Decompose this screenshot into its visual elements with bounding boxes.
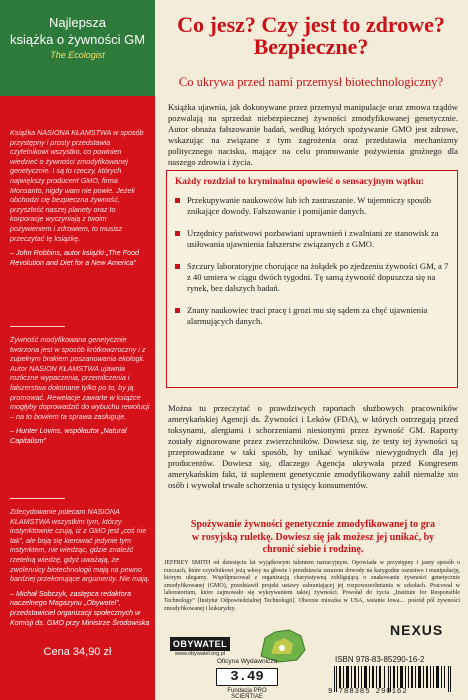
nexus-logo: NEXUS: [390, 622, 444, 638]
obywatel-url: www.obywatel.org.pl: [174, 651, 226, 657]
tagline-line1: Spożywanie żywności genetycznie zmodyfikowanej to gra: [190, 519, 436, 530]
award-line1: Najlepsza: [48, 15, 107, 30]
isbn-label: ISBN 978-83-85290-16-2: [335, 655, 425, 664]
chapters-box: [166, 170, 458, 388]
chapters-list: [175, 195, 453, 338]
quote-block-2: [10, 335, 150, 446]
price-code: 3.49: [216, 668, 278, 686]
quote-text: Zdecydowanie polecam NASIONA KŁAMSTWA wszystkim tym, którzy instynktownie czują, iż z GMO jest „coś nie tak”, ale boją się kierować jedynie tym instynktem, nie wiedząc, gdzie znaleźć rzetelną wiedzę, gdyż uważają, że zwolennicy biotechnologii mają na pewno bardziej przekonujące argumenty. Nie mają.: [10, 507, 150, 584]
headline-line1: Co jesz? Czy jest to zdrowe?: [177, 12, 445, 37]
intro-paragraph: Książka ujawnia, jak dokonywane przez przemysł manipulacje oraz zmowa rządów pozwalają na sprzedaż niebezpiecznej żywności zmodyfikowanej genetycznie. Autor obnaża fałszowanie badań, według których spożywanie GMO jest zdrowe, wskazując na związane z tym zagrożenia oraz przedstawia mechanizmy politycznego nacisku, mające na celu promowanie pożywienia groźnego dla naszego zdrowia i życia.: [168, 102, 458, 167]
quote-attribution: – Michał Sobczyk, zastępca redaktora naczelnego Magazynu „Obywatel”, przedstawiciel organizacji społecznych w Komisji ds. GMO przy Ministrze Środowiska: [10, 588, 150, 627]
divider: [10, 326, 65, 327]
obywatel-logo-text: OBYWATEL: [170, 637, 230, 651]
publisher-name: Oficyna Wydawnicza: [216, 658, 278, 665]
bullet-square-icon: [175, 308, 180, 313]
quote-text: Książka NASIONA KŁAMSTWA w sposób przystępny i prosty przedstawia czytelnikowi wszystko, co powinien wiedzieć o żywności zmodyfikowanej genetycznie. I są to rzeczy, których największy producent GMO, firma Monsanto, nigdy wam nie powie. Jeżeli obchodzi cię bezpieczna żywność, przyszłość naszej planety oraz to korporacje wyczyniają z twoim pożywieniem i zdrowiem, to musisz przeczytać tę książkę.: [10, 128, 144, 243]
quote-block-3: [10, 507, 150, 627]
barcode-digits: 9 788385 290162: [328, 688, 408, 696]
tagline-line2: w rosyjską ruletkę. Dowiesz się jak możesz jej unikać, by: [191, 531, 435, 543]
obywatel-logo: [170, 637, 230, 657]
bullet-square-icon: [175, 231, 180, 236]
award-header: [0, 0, 155, 96]
list-item: [175, 261, 453, 294]
tagline-line3: chronić siebie i rodzinę.: [262, 544, 364, 555]
list-item-text: Znany naukowiec traci pracę i grozi mu się sądem za chęć ujawnienia alarmujących danych.: [187, 305, 428, 326]
tagline: [168, 519, 458, 557]
price-label: Cena 34,90 zł: [43, 646, 112, 658]
chapters-box-title: Każdy rozdział to kryminalna opowieść o sensacyjnym wątku:: [175, 177, 425, 187]
bullet-square-icon: [175, 264, 180, 269]
body-paragraph: Można tu przeczytać o prawdziwych raportach służbowych pracowników amerykańskiej Agencji ds. Żywności i Leków (FDA), w których ostrzegają przed toksynami, alergiami i schorzeniami niesionymi przez żywność GM. Raporty zostały zignorowane przez zwierzchników. Dowiesz się, że testy tej żywności są przeprowadzane w taki sposób, by unikać wyników niewygodnych dla jej producentów. Dowiesz się, dlaczego Agencja ukrywała przed Kongresem amerykańskim fakt, iż suplement genetycznie zmodyfikowany zabił niemalże sto osób i wywołał trwałe schorzenia u tysięcy konsumentów.: [168, 403, 458, 490]
headline: [160, 14, 462, 58]
list-item-text: Szczury laboratoryjne chorujące na żołądek po zjedzeniu żywności GM, a 7 z 40 umiera w ciągu dwóch tygodni. Tę samą żywność dopuszcza się na rynek, bez dalszych badań.: [187, 261, 449, 293]
right-panel: [160, 0, 468, 700]
quote-text: Żywność modyfikowana genetycznie tworzona jest w sposób krótkowzroczny i z zupełnym brakiem poszanowania ekologii. Autor NASION KŁAMSTWA ujawnia rozliczne wypaczenia, przemilczenia i fałszerstwa dokonane tylko po to, by ją promować. Rewelacje zawarte w książce mogłyby doprowadzić do wybuchu rewolucji – na to bowiem ta sprawa zasługuje.: [10, 335, 150, 421]
list-item: [175, 195, 453, 217]
list-item-text: Przekupywanie naukowców lub ich zastraszanie. W tajemniczy sposób znikające dowody. Fałszowanie i pomijanie danych.: [187, 195, 432, 216]
headline-line2: Bezpieczne?: [253, 34, 369, 59]
author-bio: JEFFREY SMITH od dziesięciu lat wyjątkowym talentem narracyjnym. Opowiada w przystępny i jasny sposób o rzeczach, które czytelnikowi jeżą włosy na głowie i przedstawia zarazem dowody na karygodne oszustwo i manipulację, którym ulegamy. Współpracował z organizacją charytatywną zobligującą o znakowanie żywności genetycznie zmodyfikowanej (GMO), przedstawił projekt ustawy zabraniającej jej rozpowszechniania w szkołach. Pracował w laboratorium, które zajmowało się wykrywaniem takiej żywności. Powołał do życia „Institute for Responsible Technology” [Instytut Odpowiedzialnej Technologii]. Obecnie mieszka w USA, wstanie Iowa… pośród pól żywności zmodyfikowanej i kukurydzy.: [164, 560, 460, 612]
divider: [10, 498, 65, 499]
publisher-box: [212, 658, 282, 700]
foundation-name: Fundacja PRO SCIENTIAE: [227, 688, 267, 700]
quote-block-1: [10, 128, 150, 267]
quote-attribution: – John Robbins, autor książki „The Food Revolution and Diet for a New America”: [10, 248, 140, 267]
list-item: [175, 228, 453, 250]
award-source: The Ecologist: [50, 50, 105, 60]
award-line2: książka o żywności GM: [9, 32, 146, 47]
list-item: [175, 305, 453, 327]
subheadline: Co ukrywa przed nami przemysł biotechnologiczny?: [178, 75, 444, 89]
quote-attribution: – Hunter Lovins, współautor „Natural Capitalism”: [10, 426, 127, 445]
bullet-square-icon: [175, 198, 180, 203]
list-item-text: Urzędnicy państwowi pozbawiani uprawnień i zwalniani ze stanowisk za usiłowania ujawnienia fałszerstw związanych z GMO.: [187, 228, 439, 249]
left-panel: [0, 0, 155, 700]
